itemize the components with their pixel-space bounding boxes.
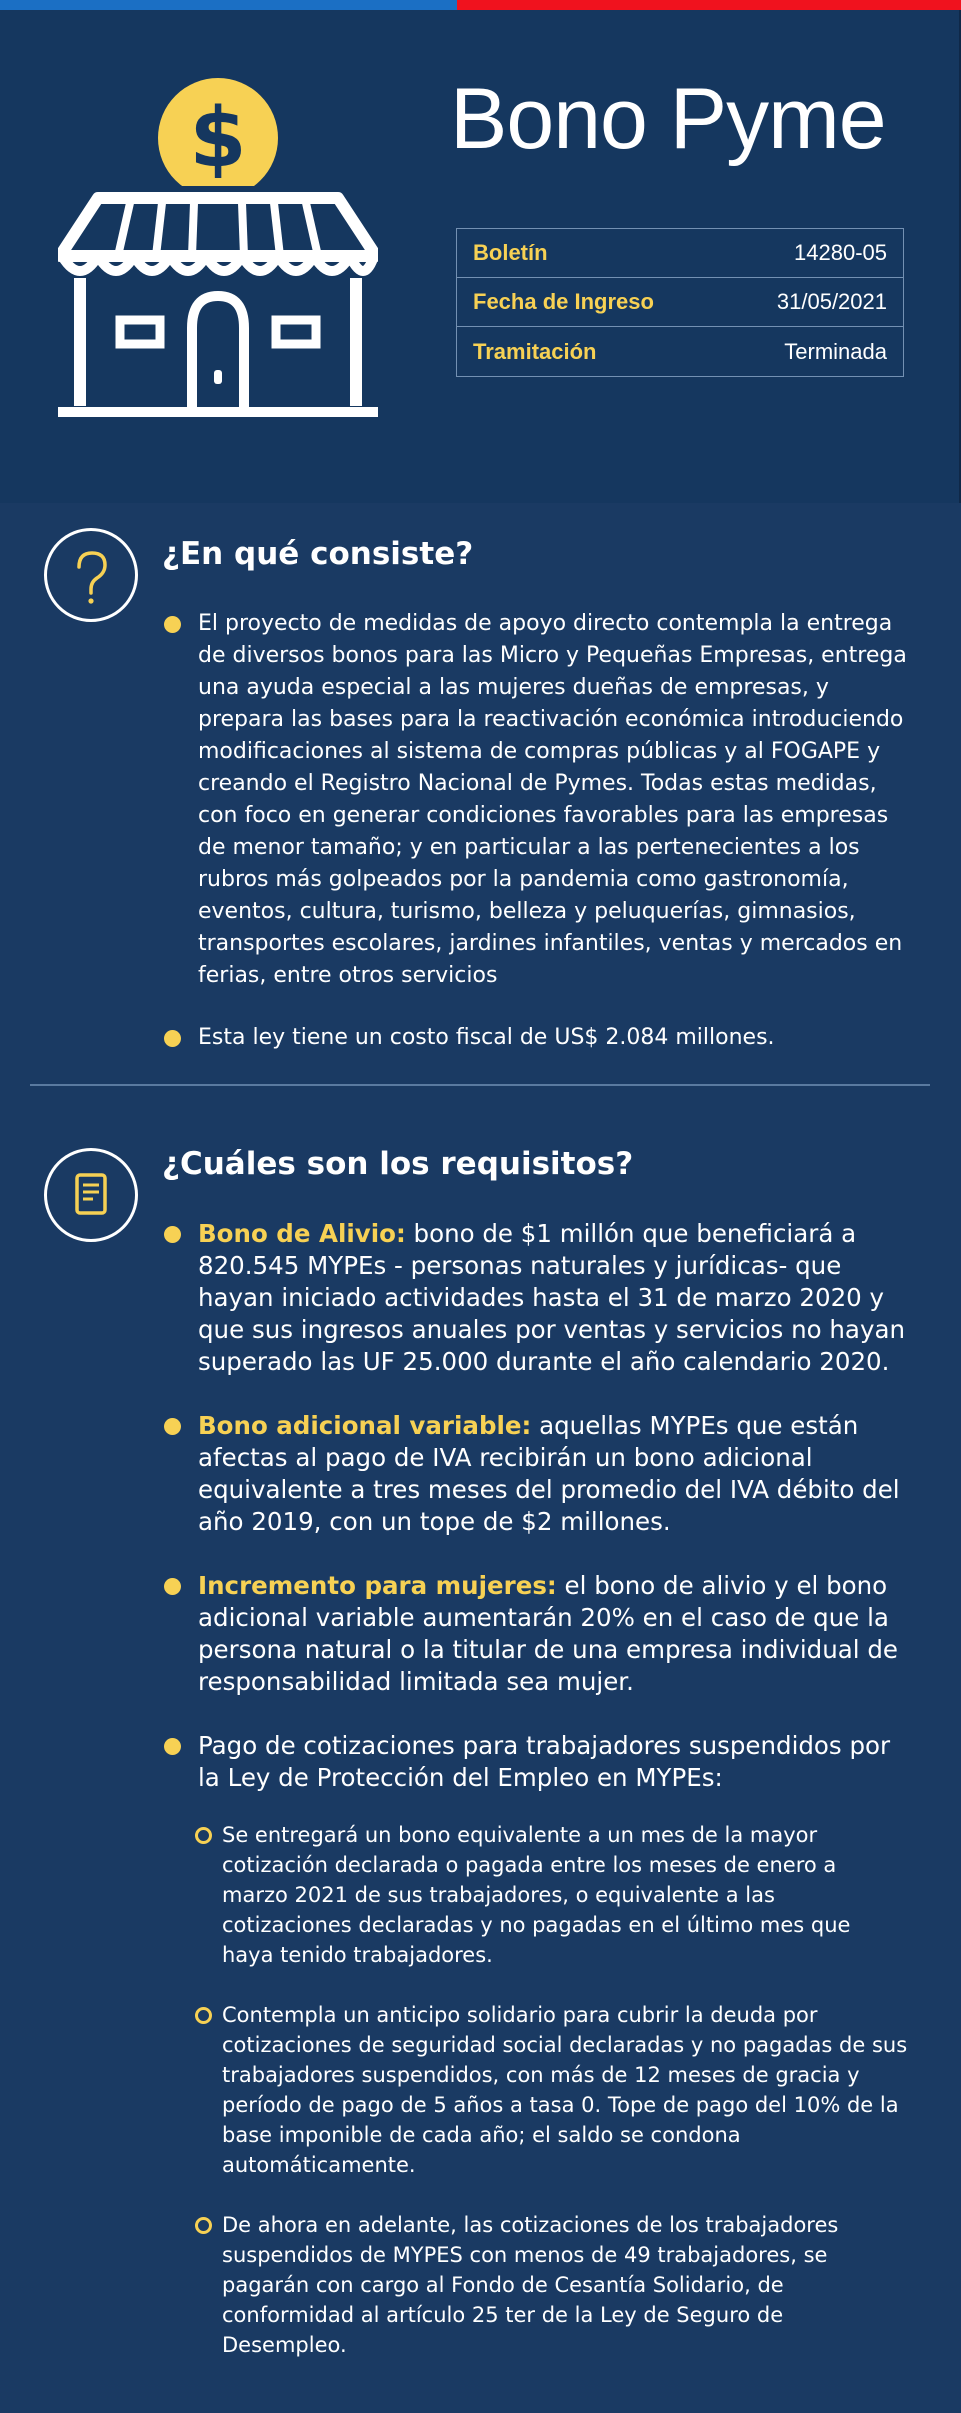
list-item: El proyecto de medidas de apoyo directo contempla la entrega de diversos bonos para las Micro y Pequeñas Empresas, entrega una ayuda especial a las mujeres dueñas de empresas, y prepara las bases para la reactivación económica introduciendo modificaciones al sistema de compras públicas y al FOGAPE y creando el Registro Nacional de Pymes. Todas estas medidas, con foco en generar condiciones favorables para las empresas de menor tamaño; y en particular a las pertenecientes a los rubros más golpeados por la pandemia como gastronomía, eventos, cultura, turismo, belleza y peluquerías, gimnasios, transportes escolares, jardines infantiles, ventas y mercados en ferias, entre otros servicios bbox=[198, 608, 908, 992]
info-label: Boletín bbox=[473, 240, 548, 265]
consiste-list bbox=[198, 608, 908, 1054]
storefront-dollar-icon bbox=[58, 78, 378, 428]
info-value: Terminada bbox=[784, 338, 887, 364]
list-item: Esta ley tiene un costo fiscal de US$ 2.084 millones. bbox=[198, 1022, 908, 1054]
info-row-boletin bbox=[457, 229, 903, 278]
info-value: 31/05/2021 bbox=[776, 289, 887, 314]
section-divider bbox=[30, 1084, 930, 1086]
bullet-text: bono de $1 millón que beneficiará a 820.545 MYPEs - personas naturales y jurídicas- que hayan iniciado actividades hasta el 31 de marzo 2020 y que sus ingresos anuales por ventas y servicios no hayan superado las UF 25.000 durante el año calendario 2020. bbox=[198, 1219, 905, 1376]
requisitos-list bbox=[198, 1218, 908, 2390]
info-row-fecha bbox=[457, 278, 903, 327]
info-label: Tramitación bbox=[473, 338, 597, 364]
bullet-text: Pago de cotizaciones para trabajadores suspendidos por la Ley de Protección del Empleo en MYPEs: bbox=[198, 1731, 891, 1792]
info-value: 14280-05 bbox=[794, 240, 887, 265]
cotizaciones-sublist bbox=[198, 1820, 908, 2360]
bullet-highlight: Incremento para mujeres: bbox=[198, 1571, 557, 1600]
page-title: Bono Pyme bbox=[450, 71, 886, 167]
info-label: Fecha de Ingreso bbox=[473, 289, 654, 314]
list-item bbox=[198, 1218, 908, 1378]
top-bar-red bbox=[457, 0, 961, 10]
section-title-requisitos: ¿Cuáles son los requisitos? bbox=[162, 1146, 634, 1182]
info-table bbox=[456, 228, 904, 377]
bullet-text: el bono de alivio y el bono adicional variable aumentarán 20% en el caso de que la persona natural o la titular de una empresa individual de responsabilidad limitada sea mujer. bbox=[198, 1571, 898, 1696]
list-item bbox=[198, 1730, 908, 2360]
list-item bbox=[198, 1570, 908, 1698]
bullet-highlight: Bono adicional variable: bbox=[198, 1411, 532, 1440]
question-mark-icon bbox=[44, 528, 138, 622]
info-row-tramitacion bbox=[457, 327, 903, 376]
top-color-bar bbox=[0, 0, 961, 10]
svg-text:$: $ bbox=[189, 91, 247, 186]
section-title-consiste: ¿En qué consiste? bbox=[162, 536, 474, 572]
sub-list-item: Contempla un anticipo solidario para cubrir la deuda por cotizaciones de seguridad social declaradas y no pagadas de sus trabajadores suspendidos, con más de 12 meses de gracia y período de pago de 5 años a tasa 0. Tope de pago del 10% de la base imponible de cada año; el saldo se condona automáticamente. bbox=[222, 2000, 908, 2180]
document-icon bbox=[44, 1148, 138, 1242]
bullet-text: aquellas MYPEs que están afectas al pago de IVA recibirán un bono adicional equivalente a tres meses del promedio del IVA débito del año 2019, con un tope de $2 millones. bbox=[198, 1411, 900, 1536]
list-item bbox=[198, 1410, 908, 1538]
bullet-highlight: Bono de Alivio: bbox=[198, 1219, 406, 1248]
sub-list-item: De ahora en adelante, las cotizaciones de los trabajadores suspendidos de MYPES con menos de 49 trabajadores, se pagarán con cargo al Fondo de Cesantía Solidario, de conformidad al artículo 25 ter de la Ley de Seguro de Desempleo. bbox=[222, 2210, 908, 2360]
top-bar-blue bbox=[0, 0, 457, 10]
sub-list-item: Se entregará un bono equivalente a un mes de la mayor cotización declarada o pagada entre los meses de enero a marzo 2021 de sus trabajadores, o equivalente a las cotizaciones declaradas y no pagadas en el último mes que haya tenido trabajadores. bbox=[222, 1820, 908, 1970]
